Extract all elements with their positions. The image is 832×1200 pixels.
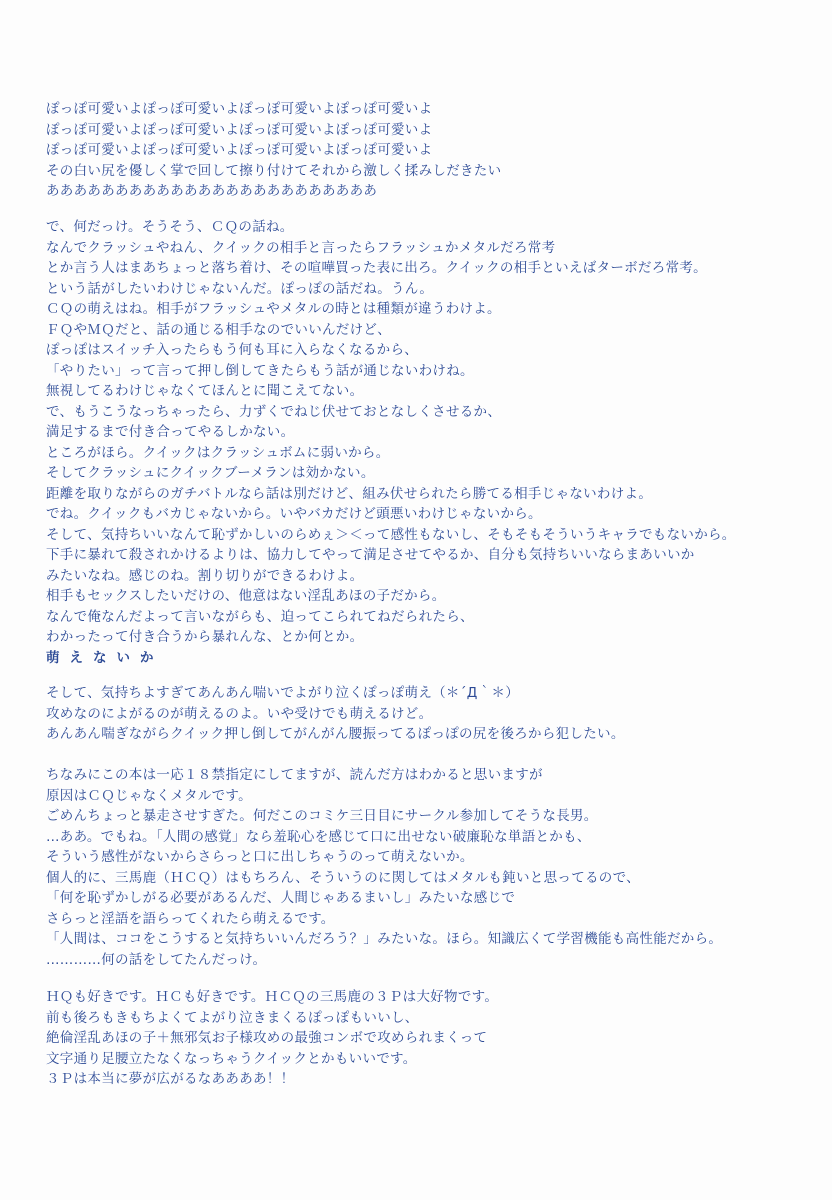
text-line: そしてクラッシュにクイックブーメランは効かない。 bbox=[46, 465, 375, 481]
text-line: そういう感性がないからさらっと口に出しちゃうのって萌えないか。 bbox=[46, 849, 474, 865]
text-line: 満足するまで付き合ってやるしかない。 bbox=[46, 424, 295, 440]
text-line: ところがほら。クイックはクラッシュボムに弱いから。 bbox=[46, 444, 390, 461]
text-line: 「何を恥ずかしがる必要があるんだ、人間じゃあるまいし」みたいな感じで bbox=[46, 890, 516, 906]
text-line: ＣＱの萌えはね。相手がフラッシュやメタルの時とは種類が違うわけよ。 bbox=[46, 301, 501, 317]
text-line: 攻めなのによがるのが萌えるのよ。いや受けでも萌えるけど。 bbox=[46, 705, 433, 722]
text-line: ぽっぽ可愛いよぽっぽ可愛いよぽっぽ可愛いよぽっぽ可愛いよ bbox=[46, 142, 433, 158]
text-line: 下手に暴れて殺されかけるよりは、協力してやって満足させてやるか、自分も気持ちいいならまあいいか bbox=[46, 547, 695, 563]
paragraph-4 bbox=[46, 765, 816, 970]
text-line: ちなみにこの本は一応１８禁指定にしてますが、読んだ方はわかると思いますが bbox=[46, 767, 543, 783]
paragraph-1 bbox=[46, 99, 816, 202]
text-line: 無視してるわけじゃなくてほんとに聞こえてない。 bbox=[46, 383, 364, 399]
text-line: …ああ。でもね。「人間の感覚」なら羞恥心を感じて口に出せない破廉恥な単語とかも、 bbox=[46, 828, 591, 845]
text-line: 個人的に、三馬鹿（ＨＣＱ）はもちろん、そういうのに関してはメタルも鈍いと思ってるので、 bbox=[46, 869, 640, 886]
paragraph-5 bbox=[46, 987, 816, 1090]
text-line: ３Ｐは本当に夢が広がるなああああ！！ bbox=[46, 1071, 295, 1087]
text-line: ＨＱも好きです。ＨＣも好きです。ＨＣＱの三馬鹿の３Ｐは大好物です。 bbox=[46, 989, 499, 1005]
text-line: とか言う人はまあちょっと落ち着け、その喧嘩買った表に出ろ。クイックの相手といえばターボだろ常考。 bbox=[46, 260, 707, 276]
text-line: 「やりたい」って言って押し倒してきたらもう話が通じないわけね。 bbox=[46, 362, 474, 379]
text-line: なんで俺なんだよって言いながらも、迫ってこられてねだられたら、 bbox=[46, 608, 474, 625]
text-line: なんでクラッシュやねん、クイックの相手と言ったらフラッシュかメタルだろ常考 bbox=[46, 239, 556, 256]
text-line: みたいなね。感じのね。割り切りができるわけよ。 bbox=[46, 567, 364, 584]
text-line: わかったって付き合うから暴れんな、とか何とか。 bbox=[46, 629, 364, 645]
emphasis-line: 萌えないか bbox=[46, 649, 164, 666]
paragraph-2 bbox=[46, 217, 816, 668]
text-line: 原因はＣＱじゃなくメタルです。 bbox=[46, 787, 252, 804]
text-line: ぽっぽ可愛いよぽっぽ可愛いよぽっぽ可愛いよぽっぽ可愛いよ bbox=[46, 101, 433, 117]
text-line: ぽっぽ可愛いよぽっぽ可愛いよぽっぽ可愛いよぽっぽ可愛いよ bbox=[46, 121, 433, 138]
text-line: ＦＱやＭＱだと、話の通じる相手なのでいいんだけど、 bbox=[46, 321, 391, 338]
text-line: でね。クイックもバカじゃないから。いやバカだけど頭悪いわけじゃないから。 bbox=[46, 506, 542, 522]
text-line: ごめんちょっと暴走させすぎた。何だこのコミケ三日目にサークル参加してそうな長男。 bbox=[46, 808, 598, 824]
text-line: さらっと淫語を語らってくれたら萌えるです。 bbox=[46, 910, 335, 927]
text-line: あんあん喘ぎながらクイック押し倒してがんがん腰振ってるぽっぽの尻を後ろから犯したい。 bbox=[46, 726, 625, 742]
text-line: 相手もセックスしたいだけの、他意はない淫乱あほの子だから。 bbox=[46, 588, 446, 604]
text-line: ああああああああああああああああああああああああ bbox=[46, 183, 378, 199]
text-line: その白い尻を優しく掌で回して擦り付けてそれから激しく揉みしだきたい bbox=[46, 162, 502, 179]
text-line: …………何の話をしてたんだっけ。 bbox=[46, 951, 267, 968]
paragraph-3 bbox=[46, 683, 816, 745]
text-line: 文字通り足腰立たなくなっちゃうクイックとかもいいです。 bbox=[46, 1050, 417, 1067]
text-line: ぽっぽはスイッチ入ったらもう何も耳に入らなくなるから、 bbox=[46, 342, 419, 358]
text-line: そして、気持ちいいなんて恥ずかしいのらめぇ＞＜って感性もないし、そもそもそういうキャラでもないから。 bbox=[46, 526, 736, 543]
text-line: 距離を取りながらのガチバトルなら話は別だけど、組み伏せられたら勝てる相手じゃないわけよ。 bbox=[46, 485, 653, 502]
text-line: 「人間は、ココをこうすると気持ちいいんだろう？」みたいな。ほら。知識広くて学習機能も高性能だから。 bbox=[46, 931, 723, 947]
text-line: 絶倫淫乱あほの子＋無邪気お子様攻めの最強コンボで攻められまくって bbox=[46, 1030, 488, 1046]
text-line: で、何だっけ。そうそう、ＣＱの話ね。 bbox=[46, 219, 294, 235]
text-line: そして、気持ちよすぎてあんあん喘いでよがり泣くぽっぽ萌え（＊´Д｀＊） bbox=[46, 685, 520, 701]
text-line: 前も後ろもきもちよくてよがり泣きまくるぽっぽもいいし、 bbox=[46, 1009, 419, 1026]
text-line: で、もうこうなっちゃったら、力ずくでねじ伏せておとなしくさせるか、 bbox=[46, 403, 502, 420]
text-line: という話がしたいわけじゃないんだ。ぽっぽの話だね。うん。 bbox=[46, 280, 434, 297]
